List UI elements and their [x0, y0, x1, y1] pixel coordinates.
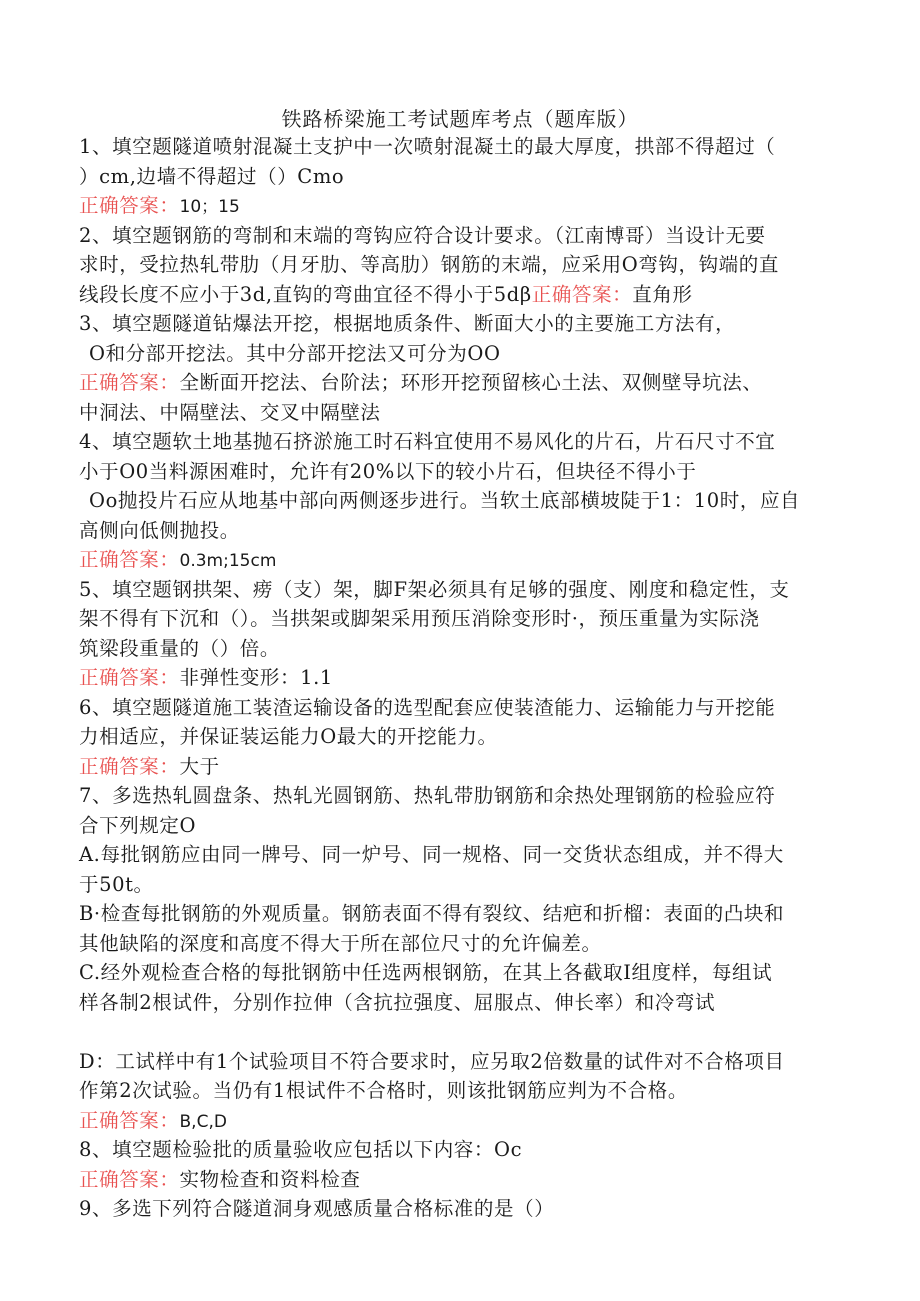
answer-text: 实物检查和资料检查: [179, 1167, 361, 1191]
option-a-line-1: A.每批钢筋应由同一牌号、同一炉号、同一规格、同一交货状态组成，并不得大: [79, 843, 784, 866]
question-4-answer: [79, 545, 839, 575]
answer-text: 10；15: [179, 197, 240, 217]
question-2-line-1: 2、填空题钢筋的弯制和末端的弯钩应符合设计要求。（江南博哥）当设计无要: [79, 223, 766, 247]
answer-label: 正确答案：: [79, 548, 180, 571]
answer-label: 正确答案：: [79, 1167, 180, 1191]
question-4-line-4: 高侧向低侧抛投。: [79, 518, 240, 542]
answer-text: 全断面开挖法、台阶法；环形开挖预留核心土法、双侧壁导坑法、: [179, 371, 763, 394]
question-5-line-1: 5、填空题钢拱架、痨（支）架，脚F架必须具有足够的强度、刚度和稳定性，支: [79, 577, 790, 601]
answer-label: 正确答案：: [79, 371, 180, 394]
question-7-answer: [79, 1106, 839, 1136]
answer-text: 非弹性变形：1.1: [179, 666, 333, 689]
answer-text: 直角形: [632, 282, 693, 306]
answer-text: 0.3m;15cm: [179, 551, 277, 571]
option-b-line-1: B·检查每批钢筋的外观质量。钢筋表面不得有裂纹、结疤和折榴：表面的凸块和: [79, 902, 785, 925]
answer-label: 正确答案：: [79, 194, 180, 217]
option-c-line-1: C.经外观检查合格的每批钢筋中任选两根钢筋，在其上各截取I组度样，每组试: [79, 961, 773, 984]
question-2-line-3: [79, 280, 839, 310]
question-1-line-1: 1、填空题隧道喷射混凝土支护中一次喷射混凝土的最大厚度，拱部不得超过（: [79, 135, 776, 158]
answer-text: 大于: [179, 754, 220, 778]
option-d-line-1: D：工试样中有1个试验项目不符合要求时，应另取2倍数量的试件对不合格项目: [79, 1049, 785, 1073]
answer-text: B,C,D: [179, 1111, 227, 1132]
question-5-answer: [79, 663, 839, 693]
option-b-line-2: 其他缺陷的深度和高度不得大于所在部位尺寸的允许偏差。: [79, 931, 602, 955]
question-2-line-2: 求时，受拉热轧带肋（月牙肋、等高肋）钢筋的末端，应采用O弯钩，钩端的直: [79, 253, 779, 276]
question-3-answer-line-2: 中洞法、中隔壁法、交叉中隔壁法: [79, 400, 381, 424]
question-7-line-1: 7、多选热轧圆盘条、热轧光圆钢筋、热轧带肋钢筋和余热处理钢筋的检验应符: [79, 784, 776, 807]
blank-line: [79, 1017, 839, 1047]
answer-label: 正确答案：: [79, 754, 180, 778]
question-6-line-1: 6、填空题隧道施工装渣运输设备的选型配套应使装渣能力、运输能力与开挖能: [79, 695, 776, 719]
question-5-line-3: 筑梁段重量的（）倍。: [79, 636, 281, 660]
question-1-answer: [79, 191, 839, 221]
question-3-line-2: O和分部开挖法。其中分部开挖法又可分为OO: [89, 341, 501, 365]
question-2-line-3-text: 线段长度不应小于3d,直钩的弯曲宜径不得小于5dβ: [79, 282, 532, 306]
question-4-line-2: 小于O0当料源困难时，允许有20%以下的较小片石，但块径不得小于: [79, 459, 697, 483]
question-4-line-1: 4、填空题软土地基抛石挤淤施工时石料宜使用不易风化的片石，片石尺寸不宜: [79, 430, 776, 453]
option-d-line-2: 作第2次试验。当仍有1根试件不合格时，则该批钢筋应判为不合格。: [79, 1079, 688, 1102]
question-3-answer: [79, 368, 839, 398]
question-3-line-1: 3、填空题隧道钻爆法开挖，根据地质条件、断面大小的主要施工方法有，: [79, 312, 736, 335]
answer-label: 正确答案：: [79, 666, 180, 689]
question-4-line-3: Oo抛投片石应从地基中部向两侧逐步进行。当软土底部横坡陡于1：10时，应自: [89, 489, 801, 512]
answer-label: 正确答案：: [79, 1108, 180, 1132]
question-8-answer: [79, 1165, 839, 1195]
question-6-answer: [79, 752, 839, 782]
question-1-line-2: ）cm,边墙不得超过（）Cmo: [79, 164, 345, 188]
option-a-line-2: 于50t。: [79, 872, 154, 896]
document-title: 铁路桥梁施工考试题库考点（题库版）: [281, 107, 639, 131]
answer-label: 正确答案：: [531, 282, 633, 306]
question-5-line-2: 架不得有下沉和（）。当拱架或脚架采用预压消除变形时·，预压重量为实际浇: [79, 607, 760, 630]
question-8-line-1: 8、填空题检验批的质量验收应包括以下内容：Oc: [79, 1138, 523, 1161]
question-7-line-2: 合下列规定O: [79, 813, 197, 837]
question-9-line-1: 9、多选下列符合隧道洞身观感质量合格标准的是（）: [79, 1197, 555, 1220]
question-6-line-2: 力相适应，并保证装运能力O最大的开挖能力。: [79, 725, 498, 748]
document-body: [79, 132, 839, 1224]
option-c-line-2: 样各制2根试件，分别作拉伸（含抗拉强度、屈服点、伸长率）和冷弯试: [79, 990, 716, 1014]
